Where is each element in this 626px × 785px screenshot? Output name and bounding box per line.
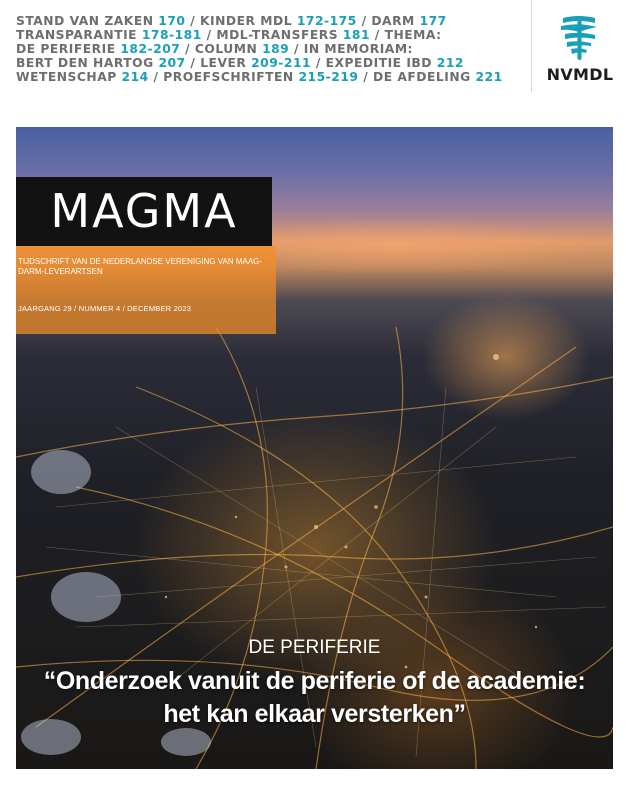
toc-page-link[interactable]: 214: [121, 70, 149, 84]
toc-line: [16, 14, 516, 28]
cover-headline[interactable]: “Onderzoek vanuit de periferie of de academie: het kan elkaar versterken”: [43, 667, 586, 728]
toc-section-label: / KINDER MDL: [185, 14, 297, 28]
toc-section-label: / DE AFDELING: [358, 70, 476, 84]
toc-page-link[interactable]: 178-181: [141, 28, 202, 42]
toc-page-link[interactable]: 215-219: [298, 70, 359, 84]
toc-line: [16, 70, 516, 84]
toc-page-link[interactable]: 170: [158, 14, 186, 28]
nvmdl-logo[interactable]: [540, 10, 620, 90]
toc-page-link[interactable]: 207: [158, 56, 186, 70]
toc-page-link[interactable]: 177: [419, 14, 447, 28]
masthead: [16, 177, 272, 246]
toc-section-label: TRANSPARANTIE: [16, 28, 142, 42]
toc-page-link[interactable]: 189: [262, 42, 290, 56]
toc-page-link[interactable]: 209-211: [251, 56, 312, 70]
toc-section-label: DE PERIFERIE: [16, 42, 121, 56]
toc-page-link[interactable]: 212: [436, 56, 464, 70]
toc-line: [16, 42, 516, 56]
toc-page-link[interactable]: 181: [342, 28, 371, 42]
toc-section-label: / COLUMN: [180, 42, 263, 56]
toc-page-link[interactable]: 182-207: [120, 42, 181, 56]
toc-section-label: BERT DEN HARTOG: [16, 56, 159, 70]
cover-kicker: DE PERIFERIE: [248, 637, 381, 658]
toc-section-label: WETENSCHAP: [16, 70, 122, 84]
toc-line: [16, 56, 516, 70]
magazine-title: MAGMA: [50, 184, 238, 238]
toc-section-label: / PROEFSCHRIFTEN: [148, 70, 299, 84]
logo-text: NVMDL: [546, 65, 614, 84]
magazine-subtitle: TIJDSCHRIFT VAN DE NEDERLANDSE VERENIGING VAN MAAG-DARM-LEVERARTSEN: [18, 257, 263, 276]
toc-page-link[interactable]: 221: [475, 70, 503, 84]
masthead-info-panel: [16, 246, 276, 334]
caduceus-icon: [557, 14, 603, 62]
toc-section-label: / DARM: [356, 14, 420, 28]
toc-section-label: / MDL-TRANSFERS: [201, 28, 343, 42]
cover-photo: [16, 127, 613, 769]
header-divider: [531, 0, 532, 92]
toc-section-label: / EXPEDITIE IBD: [311, 56, 437, 70]
toc-section-label: / THEMA:: [370, 28, 442, 42]
toc-section-label: STAND VAN ZAKEN: [16, 14, 159, 28]
toc-section-label: / LEVER: [185, 56, 252, 70]
toc-line: [16, 28, 516, 42]
issue-info: JAARGANG 29 / NUMMER 4 / DECEMBER 2023: [18, 304, 192, 313]
table-of-contents: [16, 14, 516, 84]
toc-section-label: / IN MEMORIAM:: [289, 42, 413, 56]
toc-page-link[interactable]: 172-175: [296, 14, 357, 28]
